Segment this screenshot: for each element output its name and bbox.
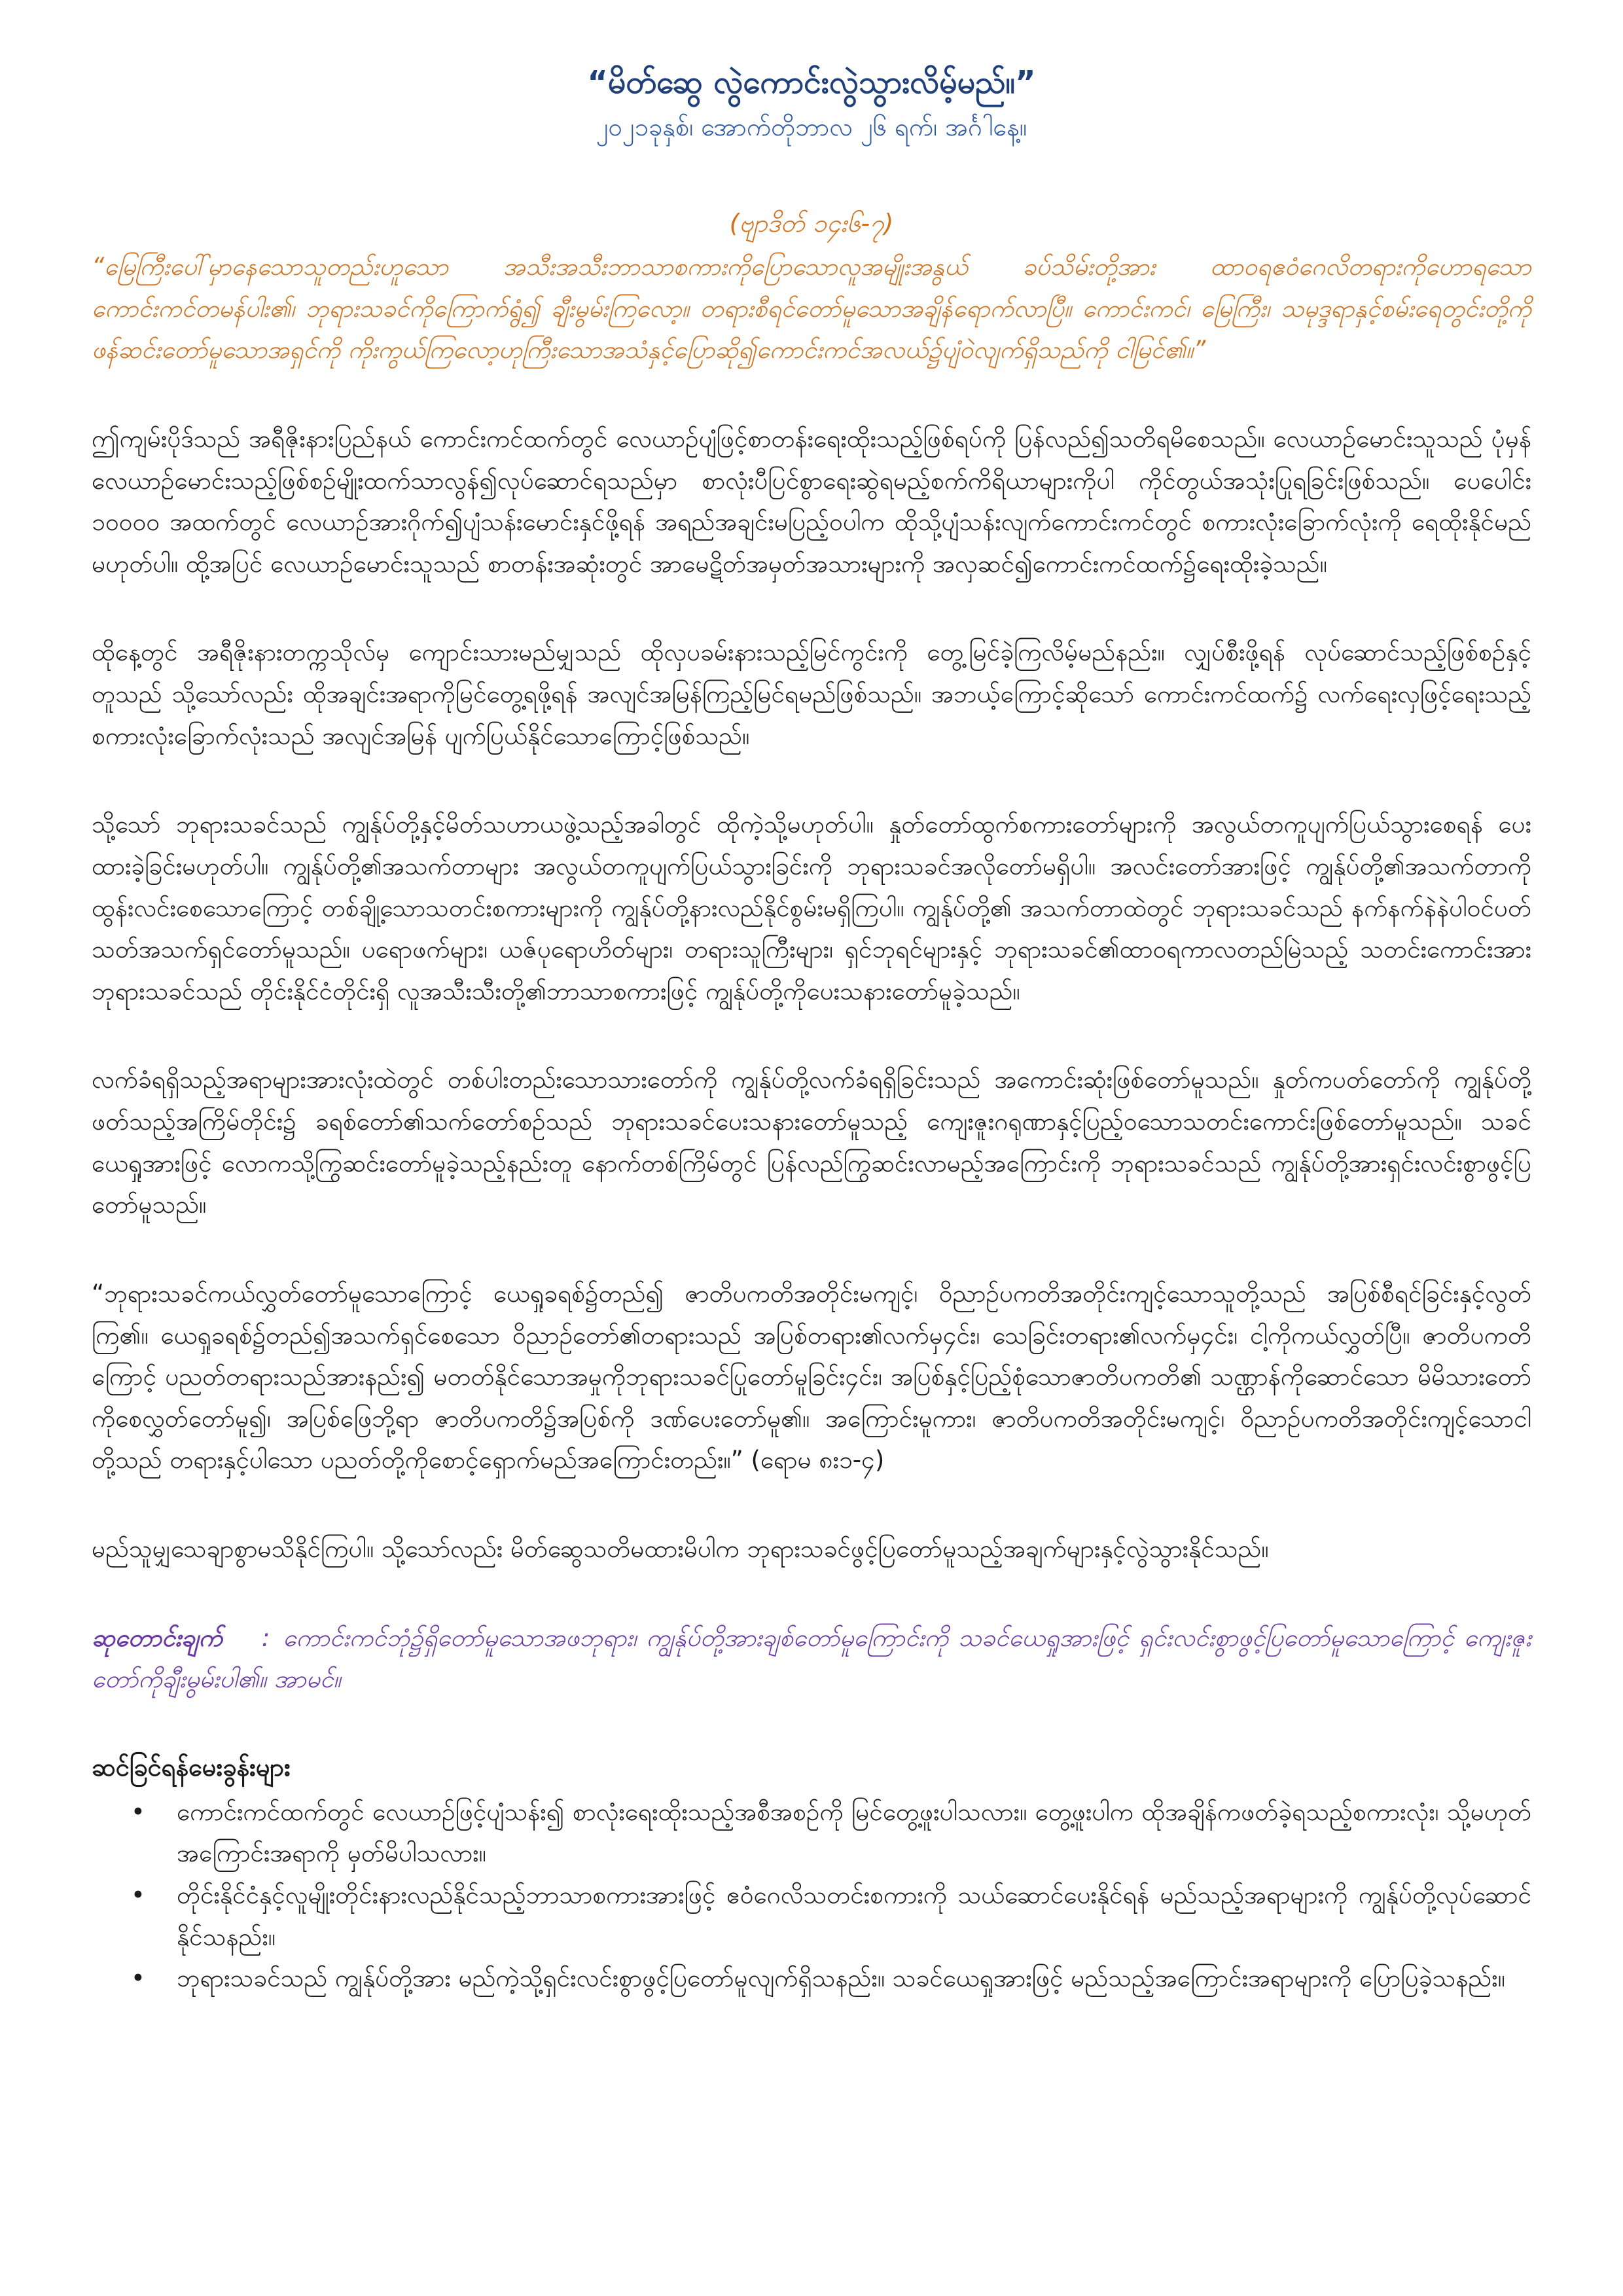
prayer-label: ဆုတောင်းချက် bbox=[92, 1623, 223, 1652]
question-item bbox=[131, 1791, 1531, 1874]
question-item bbox=[131, 1958, 1531, 2000]
body-paragraph-5: “ဘုရားသခင်ကယ်လွှတ်တော်မူသောကြောင့် ယေရှုခရစ်၌တည်၍ ဇာတိပကတိအတိုင်းမကျင့်၊ ဝိညာဉ်ပကတိအတိုင်းကျင့်သောသူတို့သည် အပြစ်စီရင်ခြင်းနှင့်လွတ်ကြ၏။ ယေရှုခရစ်၌တည်၍အသက်ရှင်စေသော ဝိညာဉ်တော်၏တရားသည် အပြစ်တရား၏လက်မှ၄င်း၊ သေခြင်းတရား၏လက်မှ၄င်း၊ ငါ့ကိုကယ်လွှတ်ပြီ။ ဇာတိပကတိကြောင့် ပညတ်တရားသည်အားနည်း၍ မတတ်နိုင်သောအမှုကိုဘုရားသခင်ပြုတော်မူခြင်း၄င်း၊ အပြစ်နှင့်ပြည့်စုံသောဇာတိပကတိ၏ သဏ္ဌာန်ကိုဆောင်သော မိမိသားတော်ကိုစေလွှတ်တော်မူ၍၊ အပြစ်ဖြေဘို့ရာ ဇာတိပကတိ၌အပြစ်ကို ဒဏ်ပေးတော်မူ၏။ အကြောင်းမူကား၊ ဇာတိပကတိအတိုင်းမကျင့်၊ ဝိညာဉ်ပကတိအတိုင်းကျင့်သောငါတို့သည် တရားနှင့်ပါသော ပညတ်တို့ကိုစောင့်ရှောက်မည်အကြောင်းတည်း။” (ရောမ ၈း၁-၄) bbox=[92, 1279, 1531, 1475]
question-text: ဘုရားသခင်သည် ကျွန်ုပ်တို့အား မည်ကဲ့သို့ရှင်းလင်းစွာဖွင့်ပြတော်မူလျက်ရှိသနည်း။ သခင်ယေရှုအားဖြင့် မည်သည့်အကြောင်းအရာများကို ပြောပြခဲ့သနည်း။ bbox=[177, 1964, 1505, 1993]
questions-heading: ဆင်ခြင်ရန်မေးခွန်းများ bbox=[92, 1752, 291, 1782]
devotional-page bbox=[92, 59, 1531, 2000]
bullet-icon: • bbox=[131, 1964, 145, 1993]
question-text: ကောင်းကင်ထက်တွင် လေယာဉ်ဖြင့်ပျံသန်း၍ စာလုံးရေးထိုးသည့်အစီအစဉ်ကို မြင်တွေ့ဖူးပါသလား။ တွေ့ဖူးပါက ထိုအချိန်ကဖတ်ခဲ့ရသည့်စကားလုံး၊ သို့မဟုတ် အကြောင်းအရာကို မှတ်မိပါသလား။ bbox=[177, 1797, 1531, 1868]
question-item bbox=[131, 1874, 1531, 1958]
bullet-icon: • bbox=[131, 1880, 145, 1909]
question-text: တိုင်းနိုင်ငံနှင့်လူမျိုးတိုင်းနားလည်နိုင်သည့်ဘာသာစကားအားဖြင့် ဧဝံဂေလိသတင်းစကားကို သယ်ဆောင်ပေးနိုင်ရန် မည်သည့်အရာများကို ကျွန်ုပ်တို့လုပ်ဆောင်နိုင်သနည်း။ bbox=[177, 1880, 1531, 1951]
body-paragraph-4: လက်ခံရရှိသည့်အရာများအားလုံးထဲတွင် တစ်ပါးတည်းသောသားတော်ကို ကျွန်ုပ်တို့လက်ခံရရှိခြင်းသည် အကောင်းဆုံးဖြစ်တော်မူသည်။ နှုတ်ကပတ်တော်ကို ကျွန်ုပ်တို့ ဖတ်သည့်အကြိမ်တိုင်း၌ ခရစ်တော်၏သက်တော်စဉ်သည် ဘုရားသခင်ပေးသနားတော်မူသည့် ကျေးဇူးဂရုဏာနှင့်ပြည့်ဝသောသတင်းကောင်းဖြစ်တော်မူသည်။ သခင်ယေရှုအားဖြင့် လောကသို့ကြွဆင်းတော်မူခဲ့သည့်နည်းတူ နောက်တစ်ကြိမ်တွင် ပြန်လည်ကြွဆင်းလာမည့်အကြောင်းကို ဘုရားသခင်သည် ကျွန်ုပ်တို့အားရှင်းလင်းစွာဖွင့်ပြတော်မူသည်။ bbox=[92, 1066, 1531, 1219]
verse-text: “မြေကြီးပေါ်မှာနေသောသူတည်းဟူသော အသီးအသီးဘာသာစကားကိုပြောသောလူအမျိုးအနွယ် ခပ်သိမ်းတို့အား ထာဝရဧဝံဂေလိတရားကိုဟောရသော ကောင်းကင်တမန်ပါး၏၊ ဘုရားသခင်ကိုကြောက်ရွံ၍ ချီးမွမ်းကြလော့။ တရားစီရင်တော်မူသောအချိန်ရောက်လာပြီ။ ကောင်းကင်၊ မြေကြီး၊ သမုဒ္ဒရာနှင့်စမ်းရေတွင်းတို့ကို ဖန်ဆင်းတော်မူသောအရှင်ကို ကိုးကွယ်ကြလော့ဟုကြီးသောအသံနှင့်ပြောဆို၍ကောင်းကင်အလယ်၌ပျံဝဲလျက်ရှိသည်ကို ငါမြင်၏။” bbox=[92, 253, 1531, 365]
verse-reference: (ဗျာဒိတ် ၁၄း၆-၇) bbox=[729, 209, 894, 238]
prayer-text: ကောင်းကင်ဘုံ၌ရှိတော်မူသောအဖဘုရား၊ ကျွန်ုပ်တို့အားချစ်တော်မူကြောင်းကို သခင်ယေရှုအားဖြင့် ရှင်းလင်းစွာဖွင့်ပြတော်မူသောကြောင့် ကျေးဇူးတော်ကိုချီးမွမ်းပါ၏။ အာမင်။ bbox=[92, 1623, 1531, 1694]
body-paragraph-3: သို့သော် ဘုရားသခင်သည် ကျွန်ုပ်တို့နှင့်မိတ်သဟာယဖွဲ့သည့်အခါတွင် ထိုကဲ့သို့မဟုတ်ပါ။ နှုတ်တော်ထွက်စကားတော်များကို အလွယ်တကူပျက်ပြယ်သွားစေရန် ပေးထားခဲ့ခြင်းမဟုတ်ပါ။ ကျွန်ုပ်တို့၏အသက်တာများ အလွယ်တကူပျက်ပြယ်သွားခြင်းကို ဘုရားသခင်အလိုတော်မရှိပါ။ အလင်းတော်အားဖြင့် ကျွန်ုပ်တို့၏အသက်တာကို ထွန်းလင်းစေသောကြောင့် တစ်ချို့သောသတင်းစကားများကို ကျွန်ုပ်တို့နားလည်နိုင်စွမ်းမရှိကြပါ။ ကျွန်ုပ်တို့၏ အသက်တာထဲတွင် ဘုရားသခင်သည် နက်နက်နဲနဲပါဝင်ပတ်သတ်အသက်ရှင်တော်မူသည်။ ပရောဖက်များ၊ ယဇ်ပုရောဟိတ်များ၊ တရားသူကြီးများ၊ ရှင်ဘုရင်များနှင့် ဘုရားသခင်၏ထာဝရကာလတည်မြဲသည့် သတင်းကောင်းအား ဘုရားသခင်သည် တိုင်းနိုင်ငံတိုင်းရှိ လူအသီးသီးတို့၏ဘာသာစကားဖြင့် ကျွန်ုပ်တို့ကိုပေးသနားတော်မူခဲ့သည်။ bbox=[92, 810, 1531, 1005]
body-paragraph-2: ထိုနေ့တွင် အရီဇိုးနားတက္ကသိုလ်မှ ကျောင်းသားမည်မျှသည် ထိုလှပခမ်းနားသည့်မြင်ကွင်းကို တွေ့မြင်ခဲ့ကြလိမ့်မည်နည်း။ လျှပ်စီးဖို့ရန် လုပ်ဆောင်သည့်ဖြစ်စဉ်နှင့်တူသည် သို့သော်လည်း ထိုအချင်းအရာကိုမြင်တွေ့ရဖို့ရန် အလျင်အမြန်ကြည့်မြင်ရမည်ဖြစ်သည်။ အဘယ့်ကြောင့်ဆိုသော် ကောင်းကင်ထက်၌ လက်ရေးလှဖြင့်ရေးသည့်စကားလုံးခြောက်လုံးသည် အလျင်အမြန် ပျက်ပြယ်နိုင်သောကြောင့်ဖြစ်သည်။ bbox=[92, 638, 1531, 750]
questions-list bbox=[92, 1791, 1531, 2000]
prayer bbox=[92, 1617, 1531, 1700]
page-date: ၂၀၂၁ခုနှစ်၊ အောက်တိုဘာလ ၂၆ ရက်၊ အင်္ဂါနေ့။ bbox=[596, 113, 1027, 141]
body-paragraph-1: ဤကျမ်းပိုဒ်သည် အရီဇိုးနားပြည်နယ် ကောင်းကင်ထက်တွင် လေယာဉ်ပျံဖြင့်စာတန်းရေးထိုးသည့်ဖြစ်ရပ်ကို ပြန်လည်၍သတိရမိစေသည်။ လေယာဉ်မောင်းသူသည် ပုံမှန်လေယာဉ်မောင်းသည့်ဖြစ်စဉ်မျိုးထက်သာလွန်၍လုပ်ဆောင်ရသည်မှာ စာလုံးပီပြင်စွာရေးဆွဲရမည့်စက်ကိရိယာများကိုပါ ကိုင်တွယ်အသုံးပြုရခြင်းဖြစ်သည်။ ပေပေါင်း ၁၀၀၀၀ အထက်တွင် လေယာဉ်အားဂိုက်၍ပျံသန်းမောင်းနှင်ဖို့ရန် အရည်အချင်းမပြည့်ဝပါက ထိုသို့ပျံသန်းလျက်ကောင်းကင်တွင် စကားလုံးခြောက်လုံးကို ရေထိုးနိုင်မည်မဟုတ်ပါ။ ထို့အပြင် လေယာဉ်မောင်းသူသည် စာတန်းအဆုံးတွင် အာမေဋိတ်အမှတ်အသားများကို အလှဆင်၍ကောင်းကင်ထက်၌ရေးထိုးခဲ့သည်။ bbox=[92, 424, 1531, 578]
body-paragraph-6: မည်သူမျှသေချာစွာမသိနိုင်ကြပါ။ သို့သော်လည်း မိတ်ဆွေသတိမထားမိပါက ဘုရားသခင်ဖွင့်ပြတော်မူသည့်အချက်များနှင့်လွဲသွားနိုင်သည်။ bbox=[92, 1535, 1269, 1563]
page-title: “မိတ်ဆွေ လွဲကောင်းလွဲသွားလိမ့်မည်။” bbox=[587, 64, 1036, 101]
bullet-icon: • bbox=[131, 1797, 145, 1826]
prayer-colon: : bbox=[261, 1623, 270, 1652]
